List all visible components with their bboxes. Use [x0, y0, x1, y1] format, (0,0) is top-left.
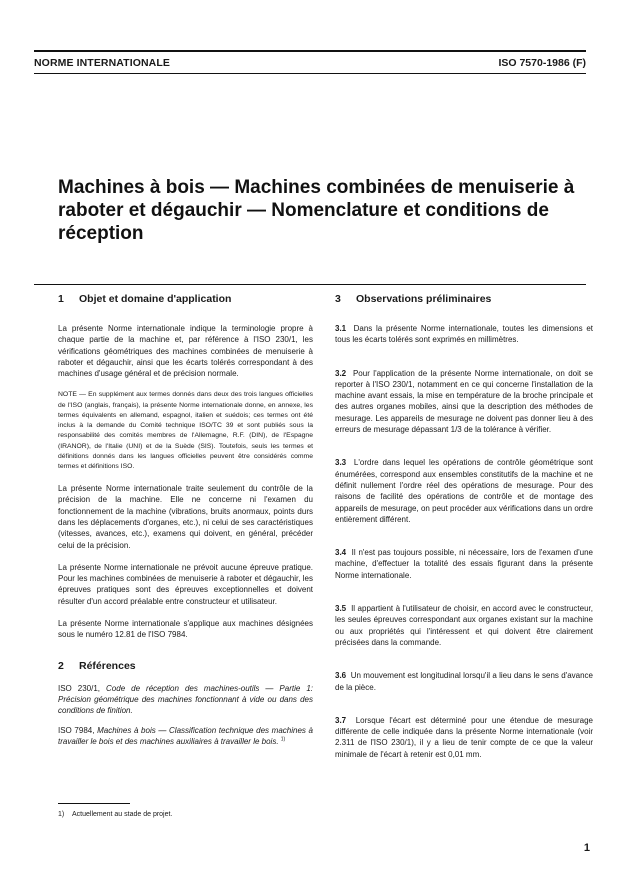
header-top-rule [34, 50, 586, 52]
footnote [58, 810, 172, 820]
section-1-heading [58, 293, 313, 306]
reference-title: Code de réception des machines-outils — Partie 1: Précision géométrique des machines fonctionnant à vide ou dans des conditions de finition. [58, 683, 313, 716]
clause-3-2 [335, 368, 593, 436]
clause-3-4 [335, 547, 593, 581]
section-1-note: NOTE — En supplément aux termes donnés dans deux des trois langues officielles de l'ISO (anglais, français), la présente Norme internationale donne, en annexe, les termes équivalents en allemand, espagnol, italien et suédois; ces termes ont été inclus à la demande du Comité technique ISO/TC 39 et sont publiés sous la responsabilité des comités membres de l'Allemagne, R.F. (DIN), de l'Espagne (IRANOR), de l'Italie (UNI) et de la Suède (SIS). Toutefois, seuls les termes et définitions donnés dans les langues officielles peuvent être considérés comme termes et définitions ISO. [58, 391, 313, 470]
clause-number: 3.4 [335, 548, 347, 558]
section-title: Observations préliminaires [356, 293, 492, 305]
section-title: Références [79, 659, 136, 672]
section-number: 1 [58, 293, 64, 305]
reference-id: ISO 7984, [58, 725, 95, 735]
clause-text: Il appartient à l'utilisateur de choisir, en accord avec le constructeur, les seules épreuves correspondant aux organes existant sur la machine ou aux propriétés qui l'intéressent et qui doivent être clairement précisées dans la commande. [335, 604, 593, 647]
clause-text: Pour l'application de la présente Norme internationale, on doit se reporter à l'ISO 230/1, notamment en ce qui concerne l'installation de la machine avant essais, la mise en température de la broche principale et des autres organes mobiles, ainsi que la description des méthodes de mesurage. Les appareils de mesurage ne doivent pas donner lieu à des erreurs de mesurage dépassant 1/3 de la tolérance à vérifier. [335, 368, 593, 435]
page-number: 1 [583, 842, 590, 854]
reference-iso-230-1 [58, 683, 313, 717]
clause-text: L'ordre dans lequel les opérations de contrôle géométrique sont énumérées, correspond aux ensembles constitutifs de la machine et ne définit nullement l'ordre réel des opérations de mesurage. Pour des raisons de facilité des opérations de contrôle et de montage des appareils de mesurage, on peut procéder aux vérifications dans un ordre entièrement différent. [335, 458, 593, 524]
reference-title: Machines à bois — Classification technique des machines à travailler le bois et des machines auxiliaires à travailler le bois. [58, 725, 313, 746]
right-column [335, 293, 593, 782]
left-column [58, 293, 313, 755]
clause-text: Lorsque l'écart est déterminé pour une étendue de mesurage différente de celle indiquée dans la présente Norme internationale (voir 2.311 de l'ISO 230/1), il y a lieu de tenir compte de ce que la valeur minimale de l'écart à retenir est 0,01 mm. [335, 715, 593, 759]
clause-number: 3.1 [335, 324, 347, 333]
footnote-rule [58, 803, 130, 804]
clause-number: 3.6 [335, 671, 347, 681]
footnote-marker: 1) [280, 736, 286, 743]
clause-number: 3.3 [335, 458, 347, 468]
clause-text: Dans la présente Norme internationale, toutes les dimensions et tous les écarts tolérés sont exprimés en millimètres. [335, 324, 593, 345]
clause-text: Il n'est pas toujours possible, ni nécessaire, lors de l'examen d'une machine, d'effectuer la totalité des essais figurant dans la présente Norme internationale. [335, 548, 593, 580]
section-2-heading [58, 660, 313, 673]
clause-number: 3.2 [335, 368, 347, 378]
clause-3-7 [335, 715, 593, 760]
clause-3-3 [335, 457, 593, 525]
clause-3-6 [335, 670, 593, 693]
section-number: 3 [335, 293, 341, 305]
section-title: Objet et domaine d'application [79, 293, 232, 305]
reference-id: ISO 230/1, [58, 683, 101, 693]
header-standard-number: ISO 7570-1986 (F) [498, 57, 586, 69]
clause-3-1 [335, 323, 593, 346]
section-1-paragraph-1: La présente Norme internationale indique la terminologie propre à chaque partie de la machine et, par référence à l'ISO 230/1, les vérifications géométriques des machines combinées de menuiserie à raboter et dégauchir, ainsi que les écarts tolérés correspondant à des machines d'usage général et de précision normale. [58, 324, 313, 379]
footnote-text: Actuellement au stade de projet. [72, 811, 173, 818]
footnote-number: 1) [58, 811, 65, 818]
header-standard-type: NORME INTERNATIONALE [34, 57, 170, 69]
clause-number: 3.5 [335, 604, 347, 614]
title-rule [34, 284, 586, 285]
section-number: 2 [58, 659, 64, 672]
clause-3-5 [335, 603, 593, 648]
section-3-heading [335, 293, 593, 306]
clause-number: 3.7 [335, 715, 347, 725]
section-1-paragraph-2: La présente Norme internationale traite seulement du contrôle de la précision de la machine. Elle ne concerne ni l'examen du fonctionnement de la machine (vibrations, bruits anormaux, points durs dans les déplacements d'organes, etc.), ni celui de ses caractéristiques (vitesses, avances, etc.), examens qui doivent, en général, précéder celui de la précision. [58, 484, 313, 550]
reference-iso-7984 [58, 725, 313, 748]
header-bottom-rule [34, 73, 586, 74]
section-1-paragraph-3: La présente Norme internationale ne prévoit aucune épreuve pratique. Pour les machines combinées de menuiserie à raboter et dégauchir, les épreuves pratiques sont des épreuves exceptionnelles et doivent résulter d'un accord préalable entre constructeur et utilisateur. [58, 562, 313, 606]
clause-text: Un mouvement est longitudinal lorsqu'il a lieu dans le sens d'avance de la pièce. [335, 671, 594, 692]
section-1-paragraph-4: La présente Norme internationale s'applique aux machines désignées sous le numéro 12.81 de l'ISO 7984. [58, 619, 313, 640]
document-title: Machines à bois — Machines combinées de menuiserie à raboter et dégauchir — Nomenclature et conditions de réception [58, 177, 575, 244]
